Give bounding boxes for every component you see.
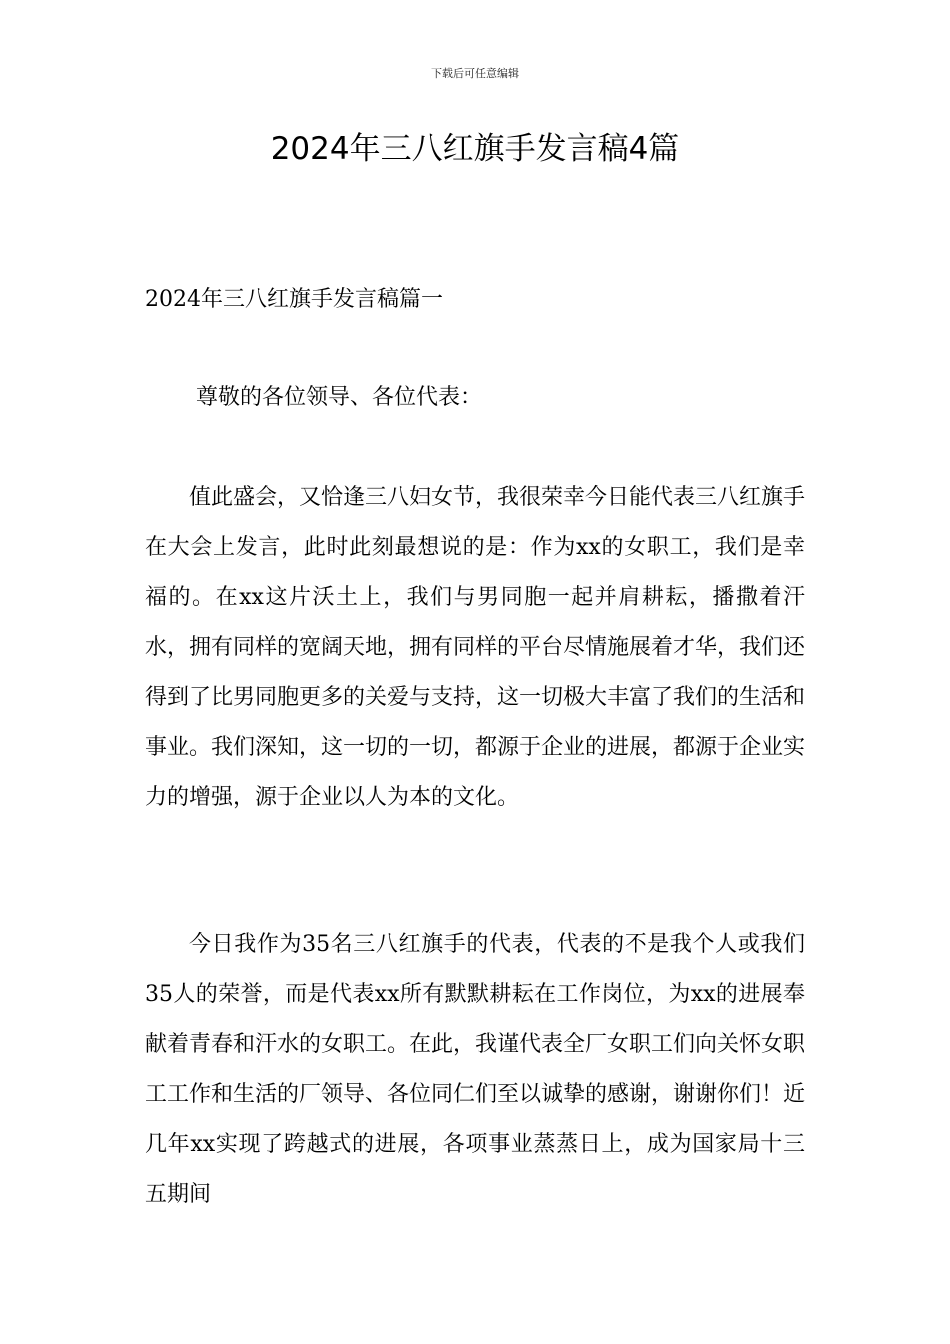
- section-heading: 2024年三八红旗手发言稿篇一: [145, 287, 443, 312]
- document-title: 2024年三八红旗手发言稿4篇: [270, 131, 680, 167]
- salutation: 尊敬的各位领导、各位代表：: [196, 385, 483, 410]
- header-note: 下载后可任意编辑: [431, 67, 519, 80]
- paragraph-1: 值此盛会，又恰逢三八妇女节，我很荣幸今日能代表三八红旗手在大会上发言，此时此刻最想说的是：作为xx的女职工，我们是幸福的。在xx这片沃土上，我们与男同胞一起并肩耕耘，播撒着汗水，拥有同样的宽阔天地，拥有同样的平台尽情施展着才华，我们还得到了比男同胞更多的关爱与支持，这一切极大丰富了我们的生活和事业。我们深知，这一切的一切，都源于企业的进展，都源于企业实力的增强，源于企业以人为本的文化。: [145, 485, 806, 810]
- paragraph-2: 今日我作为35名三八红旗手的代表，代表的不是我个人或我们35人的荣誉，而是代表xx所有默默耕耘在工作岗位，为xx的进展奉献着青春和汗水的女职工。在此，我谨代表全厂女职工们向关怀女职工工作和生活的厂领导、各位同仁们至以诚挚的感谢，谢谢你们！近几年xx实现了跨越式的进展，各项事业蒸蒸日上，成为国家局十三五期间: [145, 932, 806, 1207]
